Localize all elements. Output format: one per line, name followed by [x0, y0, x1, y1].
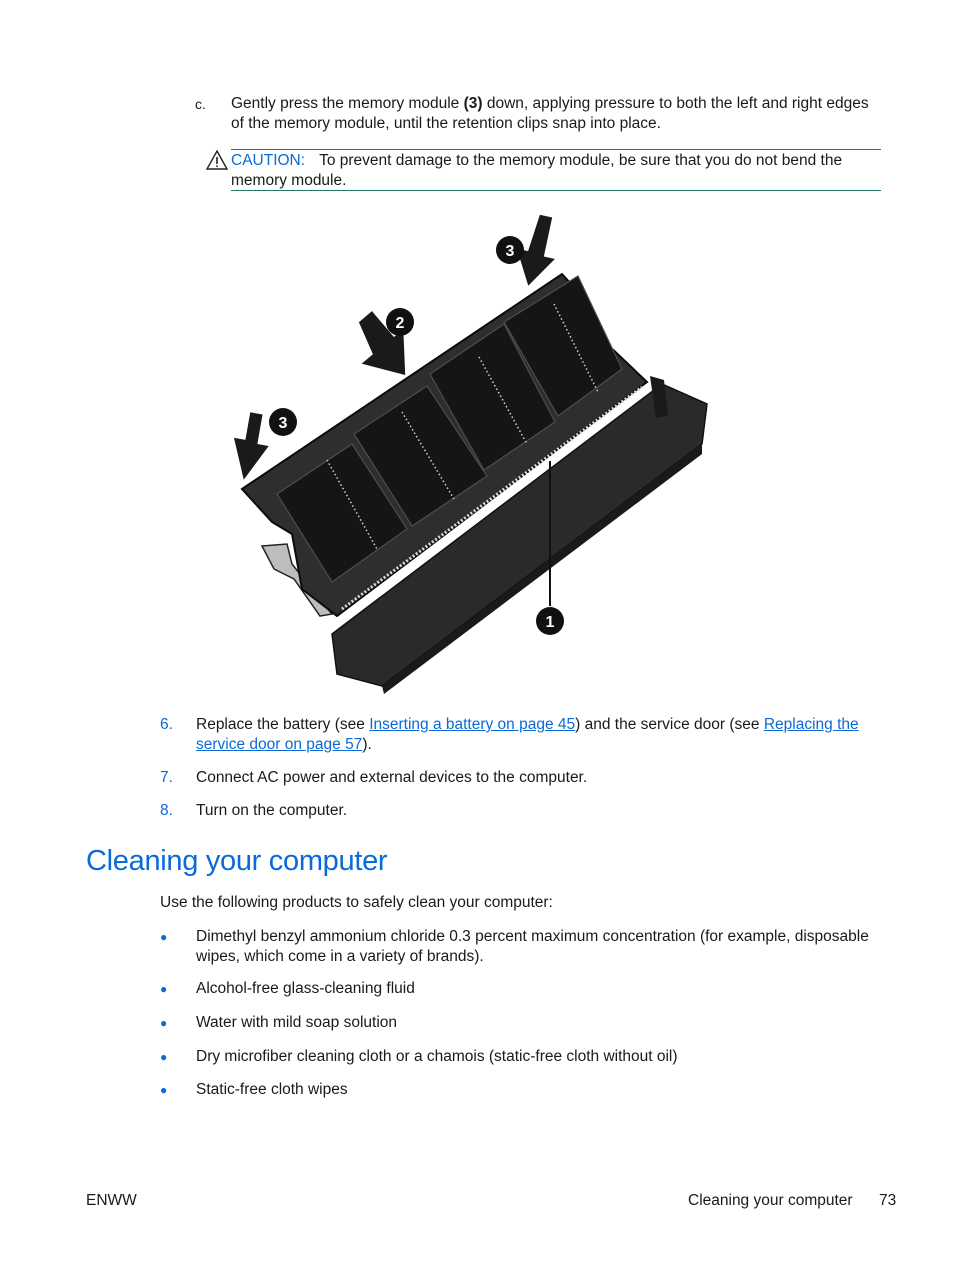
footer-doc-code: ENWW [86, 1192, 137, 1209]
caution-label: CAUTION: [231, 152, 306, 169]
footer-section-title: Cleaning your computer [688, 1192, 853, 1209]
step-c-text-part: down, applying pressure to both the left and right edges of the memory module, until the retention clips snap into place. [231, 95, 869, 132]
list-item: Static-free cloth wipes [196, 1081, 348, 1098]
warning-triangle-icon [206, 150, 228, 170]
list-item: Water with mild soap solution [196, 1014, 398, 1031]
step-6-part: ) and the service door (see [575, 716, 764, 733]
section-heading: Cleaning your computer [86, 845, 388, 877]
step-number-7: 7. [160, 769, 173, 786]
step-c-marker: c. [195, 96, 206, 112]
step-c-text [231, 94, 881, 134]
step-6-part: ). [362, 736, 372, 753]
step-8-text: Turn on the computer. [196, 802, 348, 819]
callout-1: 1 [545, 614, 555, 631]
step-7-text: Connect AC power and external devices to the computer. [196, 769, 588, 786]
callout-2: 2 [395, 315, 405, 332]
callout-3-top: 3 [505, 243, 515, 260]
bullet-icon: ● [160, 1083, 168, 1097]
bullet-icon: ● [160, 930, 168, 944]
step-number-6: 6. [160, 716, 173, 733]
caution-body: To prevent damage to the memory module, be sure that you do not bend the memory module. [231, 152, 843, 189]
bullet-icon: ● [160, 1050, 168, 1064]
list-item: Alcohol-free glass-cleaning fluid [196, 980, 415, 997]
callout-3-left: 3 [278, 415, 288, 432]
bullet-icon: ● [160, 1016, 168, 1030]
step-6-text [196, 715, 886, 755]
page-number: 73 [879, 1192, 897, 1209]
step-number-8: 8. [160, 802, 173, 819]
step-6-part: Replace the battery (see [196, 716, 370, 733]
callout-ref: (3) [463, 95, 483, 112]
link-inserting-battery[interactable]: Inserting a battery on page 45 [369, 716, 576, 733]
list-item: Dry microfiber cleaning cloth or a chamois (static-free cloth without oil) [196, 1048, 678, 1065]
list-item: Dimethyl benzyl ammonium chloride 0.3 percent maximum concentration (for example, disposable wipes, which come in a variety of brands). [196, 928, 869, 965]
memory-module-illustration [232, 204, 712, 694]
section-intro: Use the following products to safely clean your computer: [160, 894, 553, 911]
link-replacing-service-door[interactable]: Replacing the service door on page 57 [196, 716, 859, 753]
caution-text [231, 151, 881, 191]
step-c-text-part: Gently press the memory module [231, 95, 464, 112]
bullet-icon: ● [160, 982, 168, 996]
